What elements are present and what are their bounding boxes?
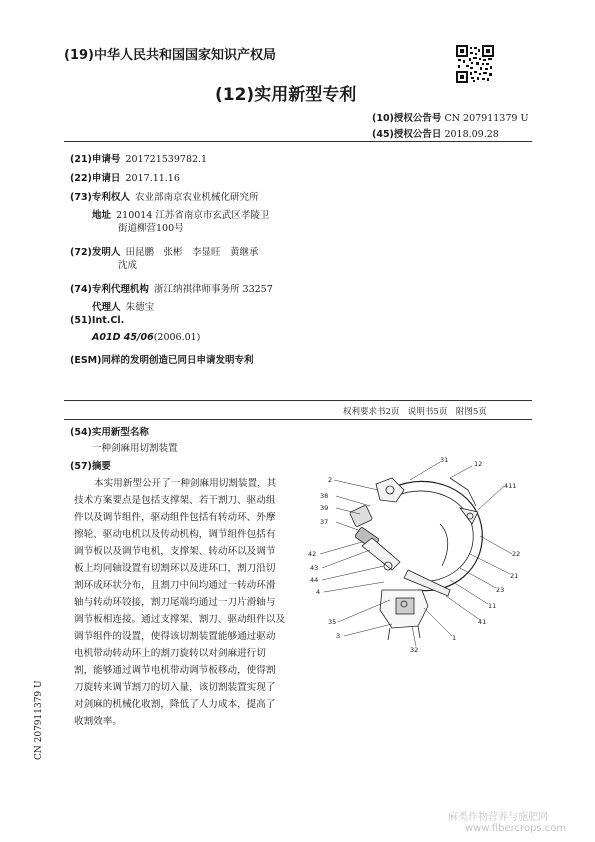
figure-label: 11 (488, 602, 497, 610)
figure-label: 43 (310, 564, 319, 572)
watermark-url: www.fibercrops.com (465, 823, 567, 834)
qr-code-graphic (456, 45, 494, 83)
header-divider (64, 141, 532, 142)
patent-owner-label: (73)专利权人 (70, 192, 130, 203)
inventors-line1: 田昆鹏 张彬 李显旺 黄继承 (125, 247, 259, 258)
watermark-site-name: 麻类作物营养与施肥网 (448, 812, 548, 823)
figure-label: 39 (320, 504, 329, 512)
publication-date-label: (45)授权公告日 (372, 129, 442, 140)
patent-owner (70, 185, 259, 204)
qr-code (456, 45, 494, 83)
figure-label: 23 (496, 586, 505, 594)
figure-label: 41 (478, 618, 487, 626)
pages-info: 权利要求书2页 说明书5页 附图5页 (343, 407, 487, 417)
intcl-code: A01D 45/06 (92, 332, 154, 343)
figure-label: 42 (308, 550, 317, 558)
patent-owner-value: 农业部南京农业机械化研究所 (135, 192, 259, 203)
figure-label: 3 (336, 632, 341, 640)
abstract-line: 刀旋转来调节割刀的切入量，该切割装置实现了 (74, 682, 276, 693)
inventors-line2: 沈成 (118, 260, 138, 271)
abstract-figure (300, 450, 532, 665)
pages-divider-bottom (64, 419, 532, 420)
patent-office-title: (19)中华人民共和国国家知识产权局 (64, 48, 276, 63)
inventors (70, 240, 259, 259)
abstract-label: (57)摘要 (70, 461, 111, 472)
side-publication-number: CN 207911379 U (34, 680, 44, 760)
publication-date (372, 126, 499, 140)
abstract-line: 调节板以及调节电机，支撑架、转动环以及调节 (74, 546, 276, 557)
application-date (70, 166, 180, 185)
application-number-value: 201721539782.1 (125, 154, 208, 165)
figure-label: 1 (452, 634, 457, 642)
application-date-value: 2017.11.16 (125, 173, 180, 184)
abstract-line: 调节组件的设置，使得该切割装置能够通过驱动 (74, 631, 276, 642)
publication-number-value: CN 207911379 U (444, 113, 529, 124)
figure-label: 37 (320, 518, 329, 526)
intcl-year: (2006.01) (153, 332, 201, 343)
figure-label: 2 (328, 476, 333, 484)
owner-address-label: 地址 (92, 210, 112, 221)
utility-model-title-label: (54)实用新型名称 (70, 427, 149, 438)
abstract-line: 割环成环状分布，且割刀中间均通过一转动环滑 (74, 580, 276, 591)
figure-label: 35 (328, 618, 337, 626)
abstract-line: 收割效率。 (74, 716, 122, 727)
patent-agent-value: 朱德宝 (125, 302, 155, 313)
publication-number (372, 110, 528, 124)
document-type-title: (12)实用新型专利 (215, 85, 357, 105)
figure-label: 38 (320, 492, 329, 500)
esm-note: (ESM)同样的发明创造已同日申请发明专利 (70, 355, 254, 366)
abstract-line: 电机带动转动环上的割刀旋转以对剑麻进行切 (74, 648, 266, 659)
owner-address-line2: 街道柳营100号 (118, 223, 184, 234)
figure-label: 31 (440, 456, 449, 464)
application-date-label: (22)申请日 (70, 173, 121, 184)
abstract-line: 调节板相连接。通过支撑架、割刀、驱动组件以及 (74, 614, 286, 625)
utility-model-title: 一种剑麻用切割装置 (92, 443, 178, 454)
abstract-line: 本实用新型公开了一种剑麻用切割装置，其 (94, 478, 277, 489)
application-number-label: (21)申请号 (70, 154, 121, 165)
application-number (70, 147, 207, 166)
figure-label: 21 (510, 572, 519, 580)
figure-label: 32 (410, 646, 419, 654)
figure-label: 12 (474, 460, 483, 468)
pages-divider-top (64, 400, 532, 401)
intcl-label: (51)Int.Cl. (70, 315, 125, 326)
abstract-line: 对剑麻的机械化收割，降低了人力成本，提高了 (74, 699, 276, 710)
patent-agency (70, 277, 273, 296)
abstract-line: 件以及调节组件，驱动组件包括有转动环、外摩 (74, 512, 276, 523)
abstract-line: 轴与转动环铰接，割刀尾端均通过一刀片滑轴与 (74, 597, 276, 608)
publication-date-value: 2018.09.28 (444, 129, 499, 140)
publication-number-label: (10)授权公告号 (372, 113, 442, 124)
patent-agent (92, 295, 154, 314)
patent-agency-value: 浙江纳祺律师事务所 33257 (154, 284, 273, 295)
figure-label: 411 (504, 482, 517, 490)
owner-address-line1: 210014 江苏省南京市玄武区孝陵卫 (116, 210, 270, 221)
patent-agency-label: (74)专利代理机构 (70, 284, 149, 295)
inventors-label: (72)发明人 (70, 247, 121, 258)
abstract-line: 板上均同轴设置有切割环以及进环口，割刀沿切 (74, 563, 276, 574)
patent-agent-label: 代理人 (92, 302, 121, 313)
figure-label: 4 (316, 588, 321, 596)
cutting-device-drawing (300, 450, 532, 665)
figure-label: 44 (310, 576, 319, 584)
intcl-classification (92, 332, 200, 343)
abstract-line: 割，能够通过调节电机带动调节板移动，使得割 (74, 665, 276, 676)
abstract-line: 擦轮、驱动电机以及传动机构，调节组件包括有 (74, 529, 276, 540)
figure-label: 22 (512, 550, 521, 558)
abstract-line: 技术方案要点是包括支撑架、若干割刀、驱动组 (74, 495, 276, 506)
